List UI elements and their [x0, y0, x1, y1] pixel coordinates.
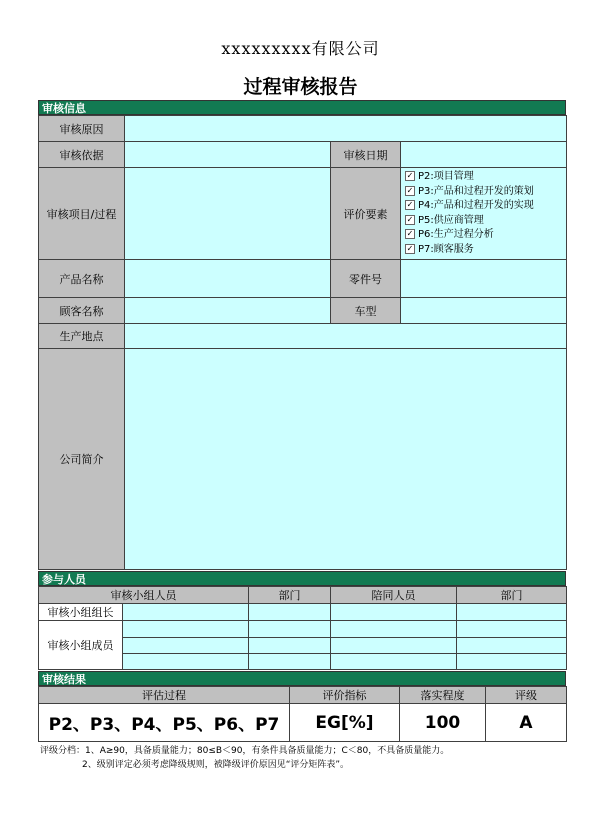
product-field[interactable]: [125, 260, 331, 298]
company-name: xxxxxxxxx有限公司: [221, 39, 380, 58]
col-process: 评估过程: [39, 687, 290, 704]
site-field[interactable]: [125, 324, 567, 349]
checkbox-icon[interactable]: ✓: [406, 200, 414, 209]
product-label: 产品名称: [39, 260, 125, 298]
results-table: [38, 686, 567, 742]
element-item[interactable]: ✓ P2:项目管理: [406, 171, 474, 182]
vehicle-field[interactable]: [401, 298, 567, 324]
basis-label: 审核依据: [39, 142, 125, 168]
member-label: 审核小组成员: [39, 621, 123, 670]
result-process: P2、P3、P4、P5、P6、P7: [39, 704, 290, 742]
element-item[interactable]: ✓ P7:顾客服务: [406, 243, 474, 255]
page-title: 过程审核报告: [243, 76, 358, 98]
element-item[interactable]: ✓ P6:生产过程分析: [406, 229, 494, 240]
accompany-field[interactable]: [331, 604, 457, 621]
reason-field[interactable]: [125, 116, 567, 142]
vehicle-label: 车型: [331, 298, 401, 324]
leader-dept-field[interactable]: [249, 604, 331, 621]
col-department: 部门: [249, 587, 331, 604]
elements-list: [401, 168, 567, 260]
part-no-label: 零件号: [331, 260, 401, 298]
grading-note-1: 评级分档：1、A≥90，具备质量能力；80≤B＜90，有条件具备质量能力；C＜80，不具备质量能力。: [40, 746, 450, 756]
member-name-field[interactable]: [123, 654, 249, 670]
member-name-field[interactable]: [123, 621, 249, 638]
accompany-field[interactable]: [331, 654, 457, 670]
accompany-field[interactable]: [331, 621, 457, 638]
profile-field[interactable]: [125, 349, 567, 570]
accompany-field[interactable]: [331, 638, 457, 654]
results-header: 审核结果: [38, 671, 566, 686]
accompany-dept-field[interactable]: [457, 654, 567, 670]
checkbox-icon[interactable]: ✓: [406, 229, 414, 238]
col-department-2: 部门: [457, 587, 567, 604]
audit-info-table: [38, 115, 567, 570]
checkbox-icon[interactable]: ✓: [406, 171, 414, 180]
date-label: 审核日期: [331, 142, 401, 168]
col-indicator: 评价指标: [290, 687, 400, 704]
checkbox-icon[interactable]: ✓: [406, 243, 414, 253]
date-field[interactable]: [401, 142, 567, 168]
result-grade: A: [486, 704, 567, 742]
audit-info-header: 审核信息: [38, 100, 566, 115]
profile-label: 公司简介: [39, 349, 125, 570]
part-no-field[interactable]: [401, 260, 567, 298]
member-name-field[interactable]: [123, 638, 249, 654]
member-dept-field[interactable]: [249, 654, 331, 670]
result-indicator: EG[%]: [290, 704, 400, 742]
accompany-dept-field[interactable]: [457, 621, 567, 638]
customer-field[interactable]: [125, 298, 331, 324]
site-label: 生产地点: [39, 324, 125, 349]
accompany-dept-field[interactable]: [457, 638, 567, 654]
project-label: 审核项目/过程: [39, 168, 125, 260]
col-team-members: 审核小组人员: [39, 587, 249, 604]
col-grade: 评级: [486, 687, 567, 704]
basis-field[interactable]: [125, 142, 331, 168]
grading-note-2: 2、级别评定必须考虑降级规则，被降级评价原因见“评分矩阵表”。: [82, 760, 350, 770]
element-item[interactable]: ✓ P4:产品和过程开发的实现: [406, 200, 534, 211]
element-item[interactable]: ✓ P5:供应商管理: [406, 214, 484, 226]
element-item[interactable]: ✓ P3:产品和过程开发的策划: [406, 185, 534, 197]
col-accompanying: 陪同人员: [331, 587, 457, 604]
project-field[interactable]: [125, 168, 331, 260]
participants-header: 参与人员: [38, 571, 566, 586]
checkbox-icon[interactable]: ✓: [406, 214, 414, 224]
leader-name-field[interactable]: [123, 604, 249, 621]
member-dept-field[interactable]: [249, 621, 331, 638]
result-degree: 100: [400, 704, 486, 742]
reason-label: 审核原因: [39, 116, 125, 142]
checkbox-icon[interactable]: ✓: [406, 185, 414, 195]
participants-table: [38, 586, 567, 670]
customer-label: 顾客名称: [39, 298, 125, 324]
elements-label: 评价要素: [331, 168, 401, 260]
member-dept-field[interactable]: [249, 638, 331, 654]
col-degree: 落实程度: [400, 687, 486, 704]
leader-label: 审核小组组长: [39, 604, 123, 621]
accompany-dept-field[interactable]: [457, 604, 567, 621]
